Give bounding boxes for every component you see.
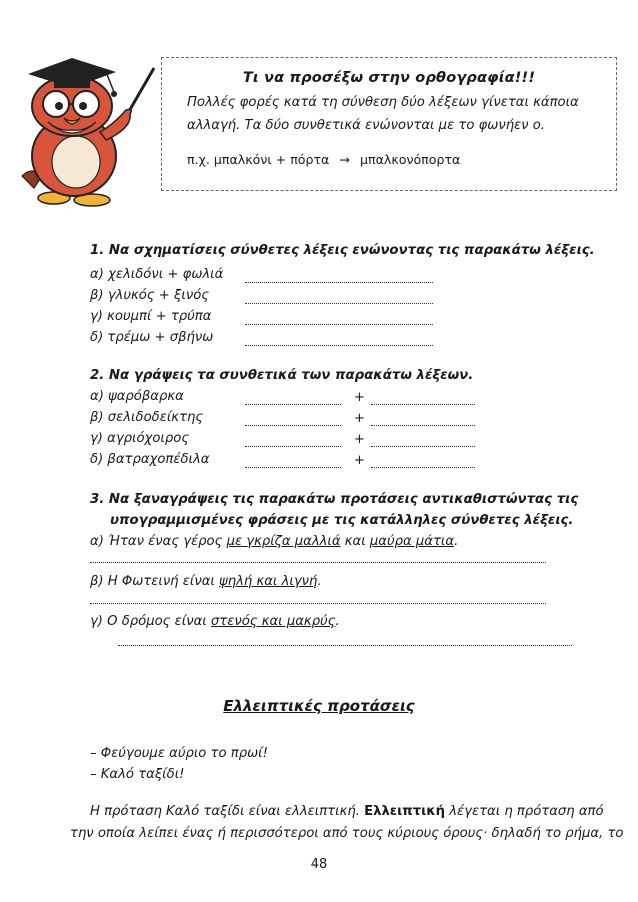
paragraph-line-1 [90, 804, 604, 819]
tip-line-2: αλλαγή. Τα δύο συνθετικά ενώνονται με το φωνήεν ο. [187, 118, 546, 133]
sentence-text: . [335, 614, 340, 629]
underlined-phrase: στενός και μακρύς [210, 614, 336, 629]
tip-line-1: Πολλές φορές κατά τη σύνθεση δύο λέξεων γίνεται κάποια [187, 95, 579, 110]
page-number: 48 [310, 857, 328, 872]
sentence-text: γ) Ο δρόμος είναι [90, 614, 211, 629]
answer-line[interactable] [245, 324, 433, 325]
ex3-sentence-a [90, 534, 458, 549]
paragraph-text: είναι ελλειπτική. [244, 804, 365, 819]
dialogue-line-1: – Φεύγουμε αύριο το πρωί! [90, 746, 268, 761]
answer-line[interactable] [245, 345, 433, 346]
plus-sign: + [354, 432, 365, 447]
answer-line[interactable] [245, 425, 341, 426]
answer-line[interactable] [245, 303, 433, 304]
answer-line[interactable] [245, 467, 341, 468]
answer-line[interactable] [371, 467, 475, 468]
sentence-text: β) Η Φωτεινή είναι [90, 574, 220, 589]
ex1-item-a: α) χελιδόνι + φωλιά [90, 267, 224, 282]
paragraph-text: λέγεται η πρόταση από [445, 804, 604, 819]
section-heading: Ελλειπτικές προτάσεις [223, 697, 415, 715]
ex2-item-a: α) ψαρόβαρκα [90, 389, 184, 404]
exercise-3-title-line-2: υπογραμμισμένες φράσεις με τις κατάλληλες σύνθετες λέξεις. [110, 513, 574, 528]
arrow-icon: → [339, 152, 350, 167]
sentence-text: και [340, 534, 370, 549]
bold-term: Ελλειπτική [364, 804, 446, 819]
ex1-item-c: γ) κουμπί + τρύπα [90, 309, 212, 324]
exercise-3-title-line-1: 3. Να ξαναγράψεις τις παρακάτω προτάσεις αντικαθιστώντας τις [90, 492, 579, 507]
paragraph-text: Η πρόταση [90, 804, 167, 819]
ex3-sentence-b [90, 574, 322, 589]
answer-line[interactable] [371, 425, 475, 426]
answer-line[interactable] [245, 404, 341, 405]
paragraph-text: Καλό ταξίδι [166, 804, 245, 819]
answer-line[interactable] [118, 645, 572, 646]
owl-teacher-illustration [14, 48, 162, 208]
ex1-item-d: δ) τρέμω + σβήνω [90, 330, 214, 345]
underlined-phrase: ψηλή και λιγνή [219, 574, 318, 589]
tip-title: Τι να προσέξω στην ορθογραφία!!! [242, 70, 536, 86]
sentence-text: . [454, 534, 459, 549]
exercise-2-title: 2. Να γράψεις τα συνθετικά των παρακάτω λέξεων. [90, 368, 474, 383]
answer-line[interactable] [371, 404, 475, 405]
answer-line[interactable] [371, 446, 475, 447]
dialogue-line-2: – Καλό ταξίδι! [90, 767, 185, 782]
example-result: μπαλκονόπορτα [359, 152, 461, 167]
plus-sign: + [354, 390, 365, 405]
answer-line[interactable] [245, 446, 341, 447]
plus-sign: + [354, 453, 365, 468]
sentence-text: . [317, 574, 322, 589]
plus-sign: + [354, 411, 365, 426]
ex3-sentence-c [90, 614, 340, 629]
underlined-phrase: μαύρα μάτια [369, 534, 455, 549]
tip-example [187, 152, 460, 167]
underlined-phrase: με γκρίζα μαλλιά [226, 534, 341, 549]
exercise-1-title: 1. Να σχηματίσεις σύνθετες λέξεις ενώνοντας τις παρακάτω λέξεις. [90, 243, 595, 258]
ex2-item-c: γ) αγριόχοιρος [90, 431, 190, 446]
ex1-item-b: β) γλυκός + ξινός [90, 288, 209, 303]
answer-line[interactable] [90, 562, 546, 563]
sentence-text: α) Ήταν ένας γέρος [90, 534, 227, 549]
example-words: π.χ. μπαλκόνι + πόρτα [187, 152, 330, 167]
ex2-item-b: β) σελιδοδείκτης [90, 410, 204, 425]
paragraph-line-2: την οποία λείπει ένας ή περισσότεροι από τους κύριους όρους· δηλαδή το ρήμα, το [70, 826, 624, 841]
ex2-item-d: δ) βατραχοπέδιλα [90, 452, 210, 467]
answer-line[interactable] [245, 282, 433, 283]
answer-line[interactable] [90, 603, 546, 604]
